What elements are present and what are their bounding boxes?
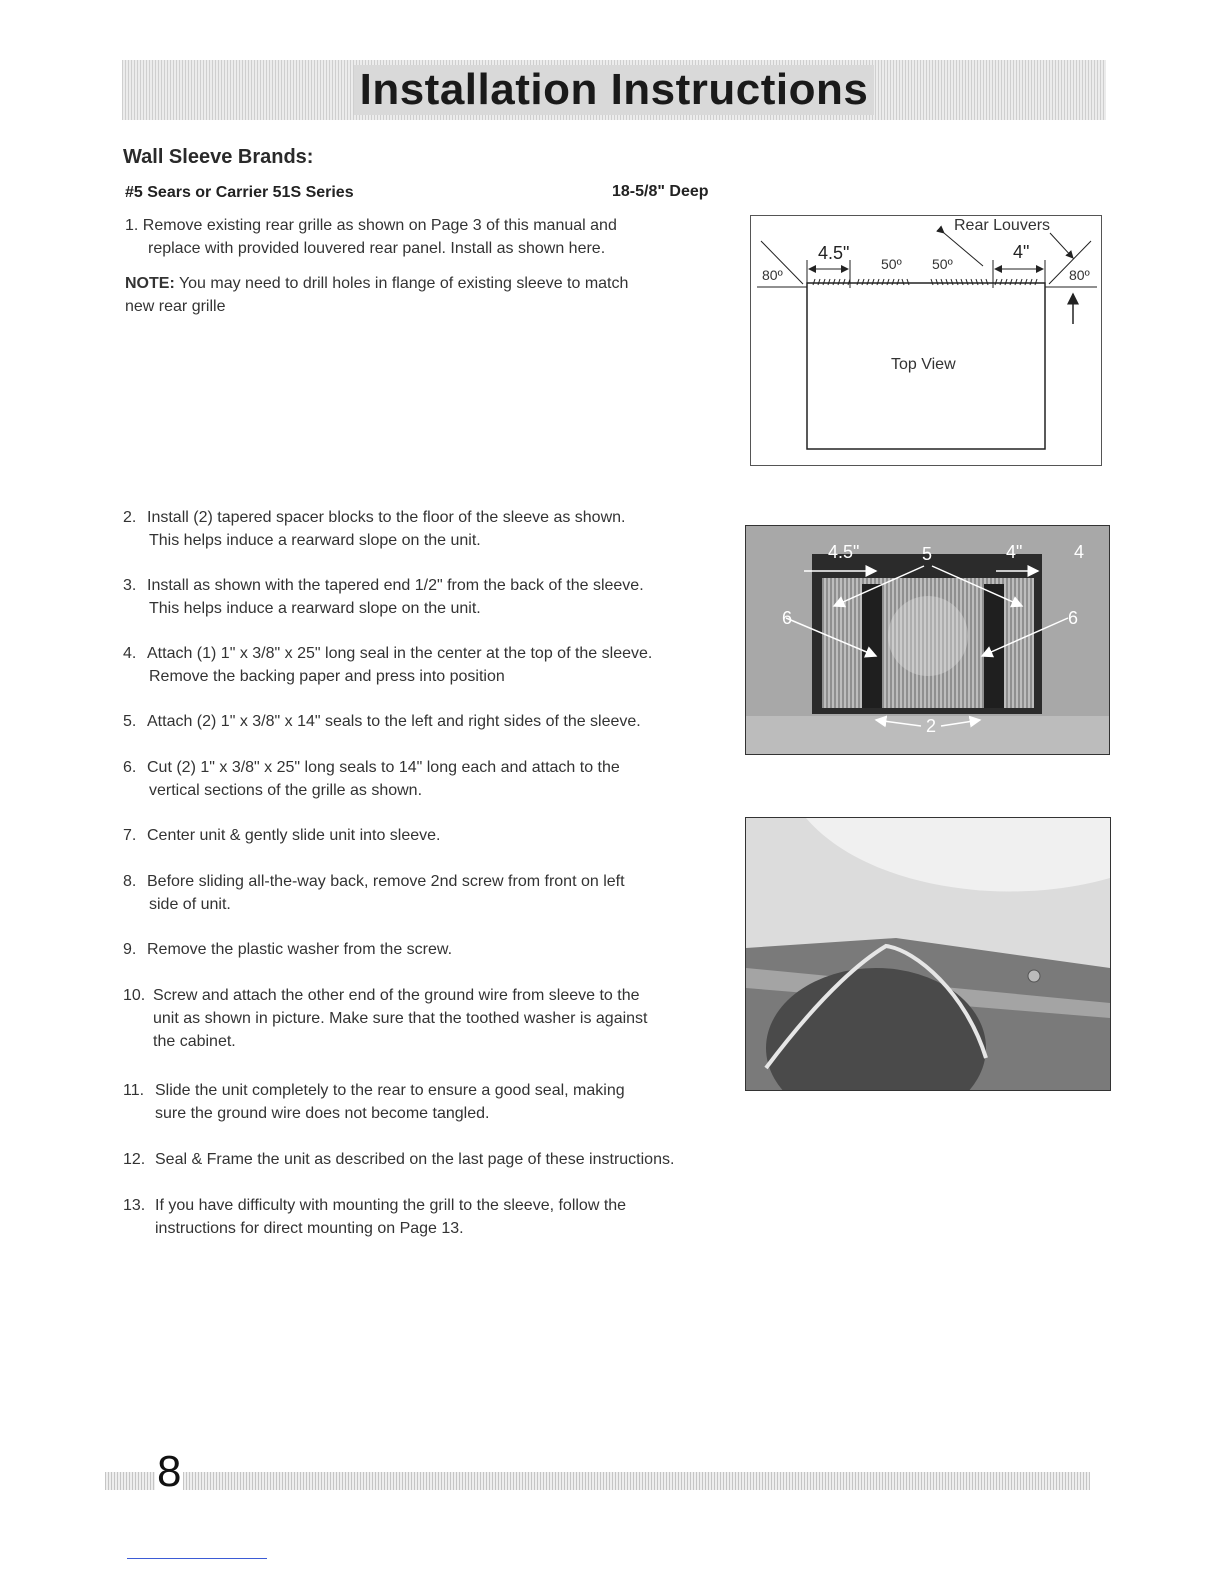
step-text: the cabinet.	[153, 1033, 236, 1050]
step-text: sure the ground wire does not become tangled.	[155, 1105, 490, 1122]
series-name: #5 Sears or Carrier 51S Series	[125, 184, 354, 201]
step-5	[123, 710, 735, 733]
photo-label-6-left: 6	[782, 608, 793, 628]
photo-label-4in: 4"	[1006, 542, 1023, 562]
note-text: You may need to drill holes in flange of existing sleeve to match	[174, 275, 629, 292]
left-dimension-label: 4.5"	[818, 243, 850, 263]
note-label: NOTE:	[125, 275, 175, 292]
ground-wire-photo	[745, 817, 1111, 1091]
footer-divider	[127, 1558, 267, 1559]
step-3	[123, 574, 735, 620]
step-number: 2.	[123, 509, 137, 526]
step-text: unit as shown in picture. Make sure that the toothed washer is against	[153, 1010, 648, 1027]
inner-angle-right: 50º	[932, 256, 953, 272]
step-2	[123, 506, 753, 552]
section-title: Wall Sleeve Brands:	[123, 146, 314, 168]
step-text: Screw and attach the other end of the ground wire from sleeve to the	[153, 987, 640, 1004]
step-text: instructions for direct mounting on Page 13.	[155, 1220, 464, 1237]
top-view-drawing	[751, 216, 1101, 465]
step-8	[123, 870, 753, 916]
step-text: Attach (2) 1" x 3/8" x 14" seals to the left and right sides of the sleeve.	[147, 713, 641, 730]
step-text: Remove the backing paper and press into position	[149, 668, 505, 685]
sleeve-seal-photo	[745, 525, 1110, 755]
step-11	[123, 1079, 753, 1125]
step-text: side of unit.	[149, 896, 231, 913]
step-12	[123, 1148, 773, 1171]
step-text: replace with provided louvered rear panel. Install as shown here.	[148, 240, 606, 257]
step-text: Slide the unit completely to the rear to ensure a good seal, making	[155, 1082, 625, 1099]
step-number: 10.	[123, 987, 146, 1004]
step-number: 4.	[123, 645, 137, 662]
photo-label-2: 2	[926, 716, 937, 736]
rear-louvers-label: Rear Louvers	[954, 217, 1051, 234]
louver-hatch	[813, 279, 1037, 285]
photo-label-4: 4	[1074, 542, 1085, 562]
step-text: Seal & Frame the unit as described on the last page of these instructions.	[155, 1151, 675, 1168]
step-13	[123, 1194, 753, 1240]
step-number: 1.	[125, 217, 139, 234]
page-number: 8	[157, 1447, 182, 1496]
note	[125, 272, 735, 318]
step-number: 3.	[123, 577, 137, 594]
photo-label-5: 5	[922, 544, 933, 564]
step-text: vertical sections of the grille as shown.	[149, 782, 423, 799]
step-4	[123, 642, 743, 688]
step-number: 8.	[123, 873, 137, 890]
header-banner	[122, 60, 1106, 120]
step-text: Attach (1) 1" x 3/8" x 25" long seal in the center at the top of the sleeve.	[147, 645, 653, 662]
step-text: Center unit & gently slide unit into sleeve.	[147, 827, 441, 844]
step-text: Remove the plastic washer from the screw.	[147, 941, 453, 958]
step-number: 12.	[123, 1151, 146, 1168]
page-title: Installation Instructions	[354, 65, 875, 115]
ground-wire-illustration	[746, 818, 1110, 1090]
step-number: 6.	[123, 759, 137, 776]
step-text: Before sliding all-the-way back, remove 2nd screw from front on left	[147, 873, 625, 890]
step-1	[125, 214, 735, 260]
step-6	[123, 756, 753, 802]
photo-label-4-5: 4.5"	[828, 542, 860, 562]
step-text: Install as shown with the tapered end 1/2" from the back of the sleeve.	[147, 577, 644, 594]
step-number: 13.	[123, 1197, 146, 1214]
step-text: This helps induce a rearward slope on the unit.	[149, 600, 481, 617]
outer-angle-right: 80º	[1069, 267, 1090, 283]
step-text: Install (2) tapered spacer blocks to the floor of the sleeve as shown.	[147, 509, 626, 526]
step-number: 11.	[123, 1082, 145, 1099]
step-7	[123, 824, 753, 847]
footer-bar	[105, 1472, 1090, 1490]
step-number: 7.	[123, 827, 137, 844]
step-text: Cut (2) 1" x 3/8" x 25" long seals to 14" long each and attach to the	[147, 759, 620, 776]
step-text: This helps induce a rearward slope on the unit.	[149, 532, 481, 549]
step-text: Remove existing rear grille as shown on Page 3 of this manual and	[142, 217, 617, 234]
top-view-label: Top View	[891, 356, 956, 373]
top-view-diagram	[750, 215, 1102, 466]
series-depth: 18-5/8" Deep	[612, 183, 709, 200]
step-text: If you have difficulty with mounting the grill to the sleeve, follow the	[155, 1197, 627, 1214]
right-dimension-label: 4"	[1013, 242, 1030, 262]
note-text: new rear grille	[125, 298, 226, 315]
step-10	[123, 984, 735, 1053]
inner-angle-left: 50º	[881, 256, 902, 272]
step-number: 9.	[123, 941, 137, 958]
step-9	[123, 938, 753, 961]
step-number: 5.	[123, 713, 137, 730]
photo-label-6-right: 6	[1068, 608, 1079, 628]
outer-angle-left: 80º	[762, 267, 783, 283]
